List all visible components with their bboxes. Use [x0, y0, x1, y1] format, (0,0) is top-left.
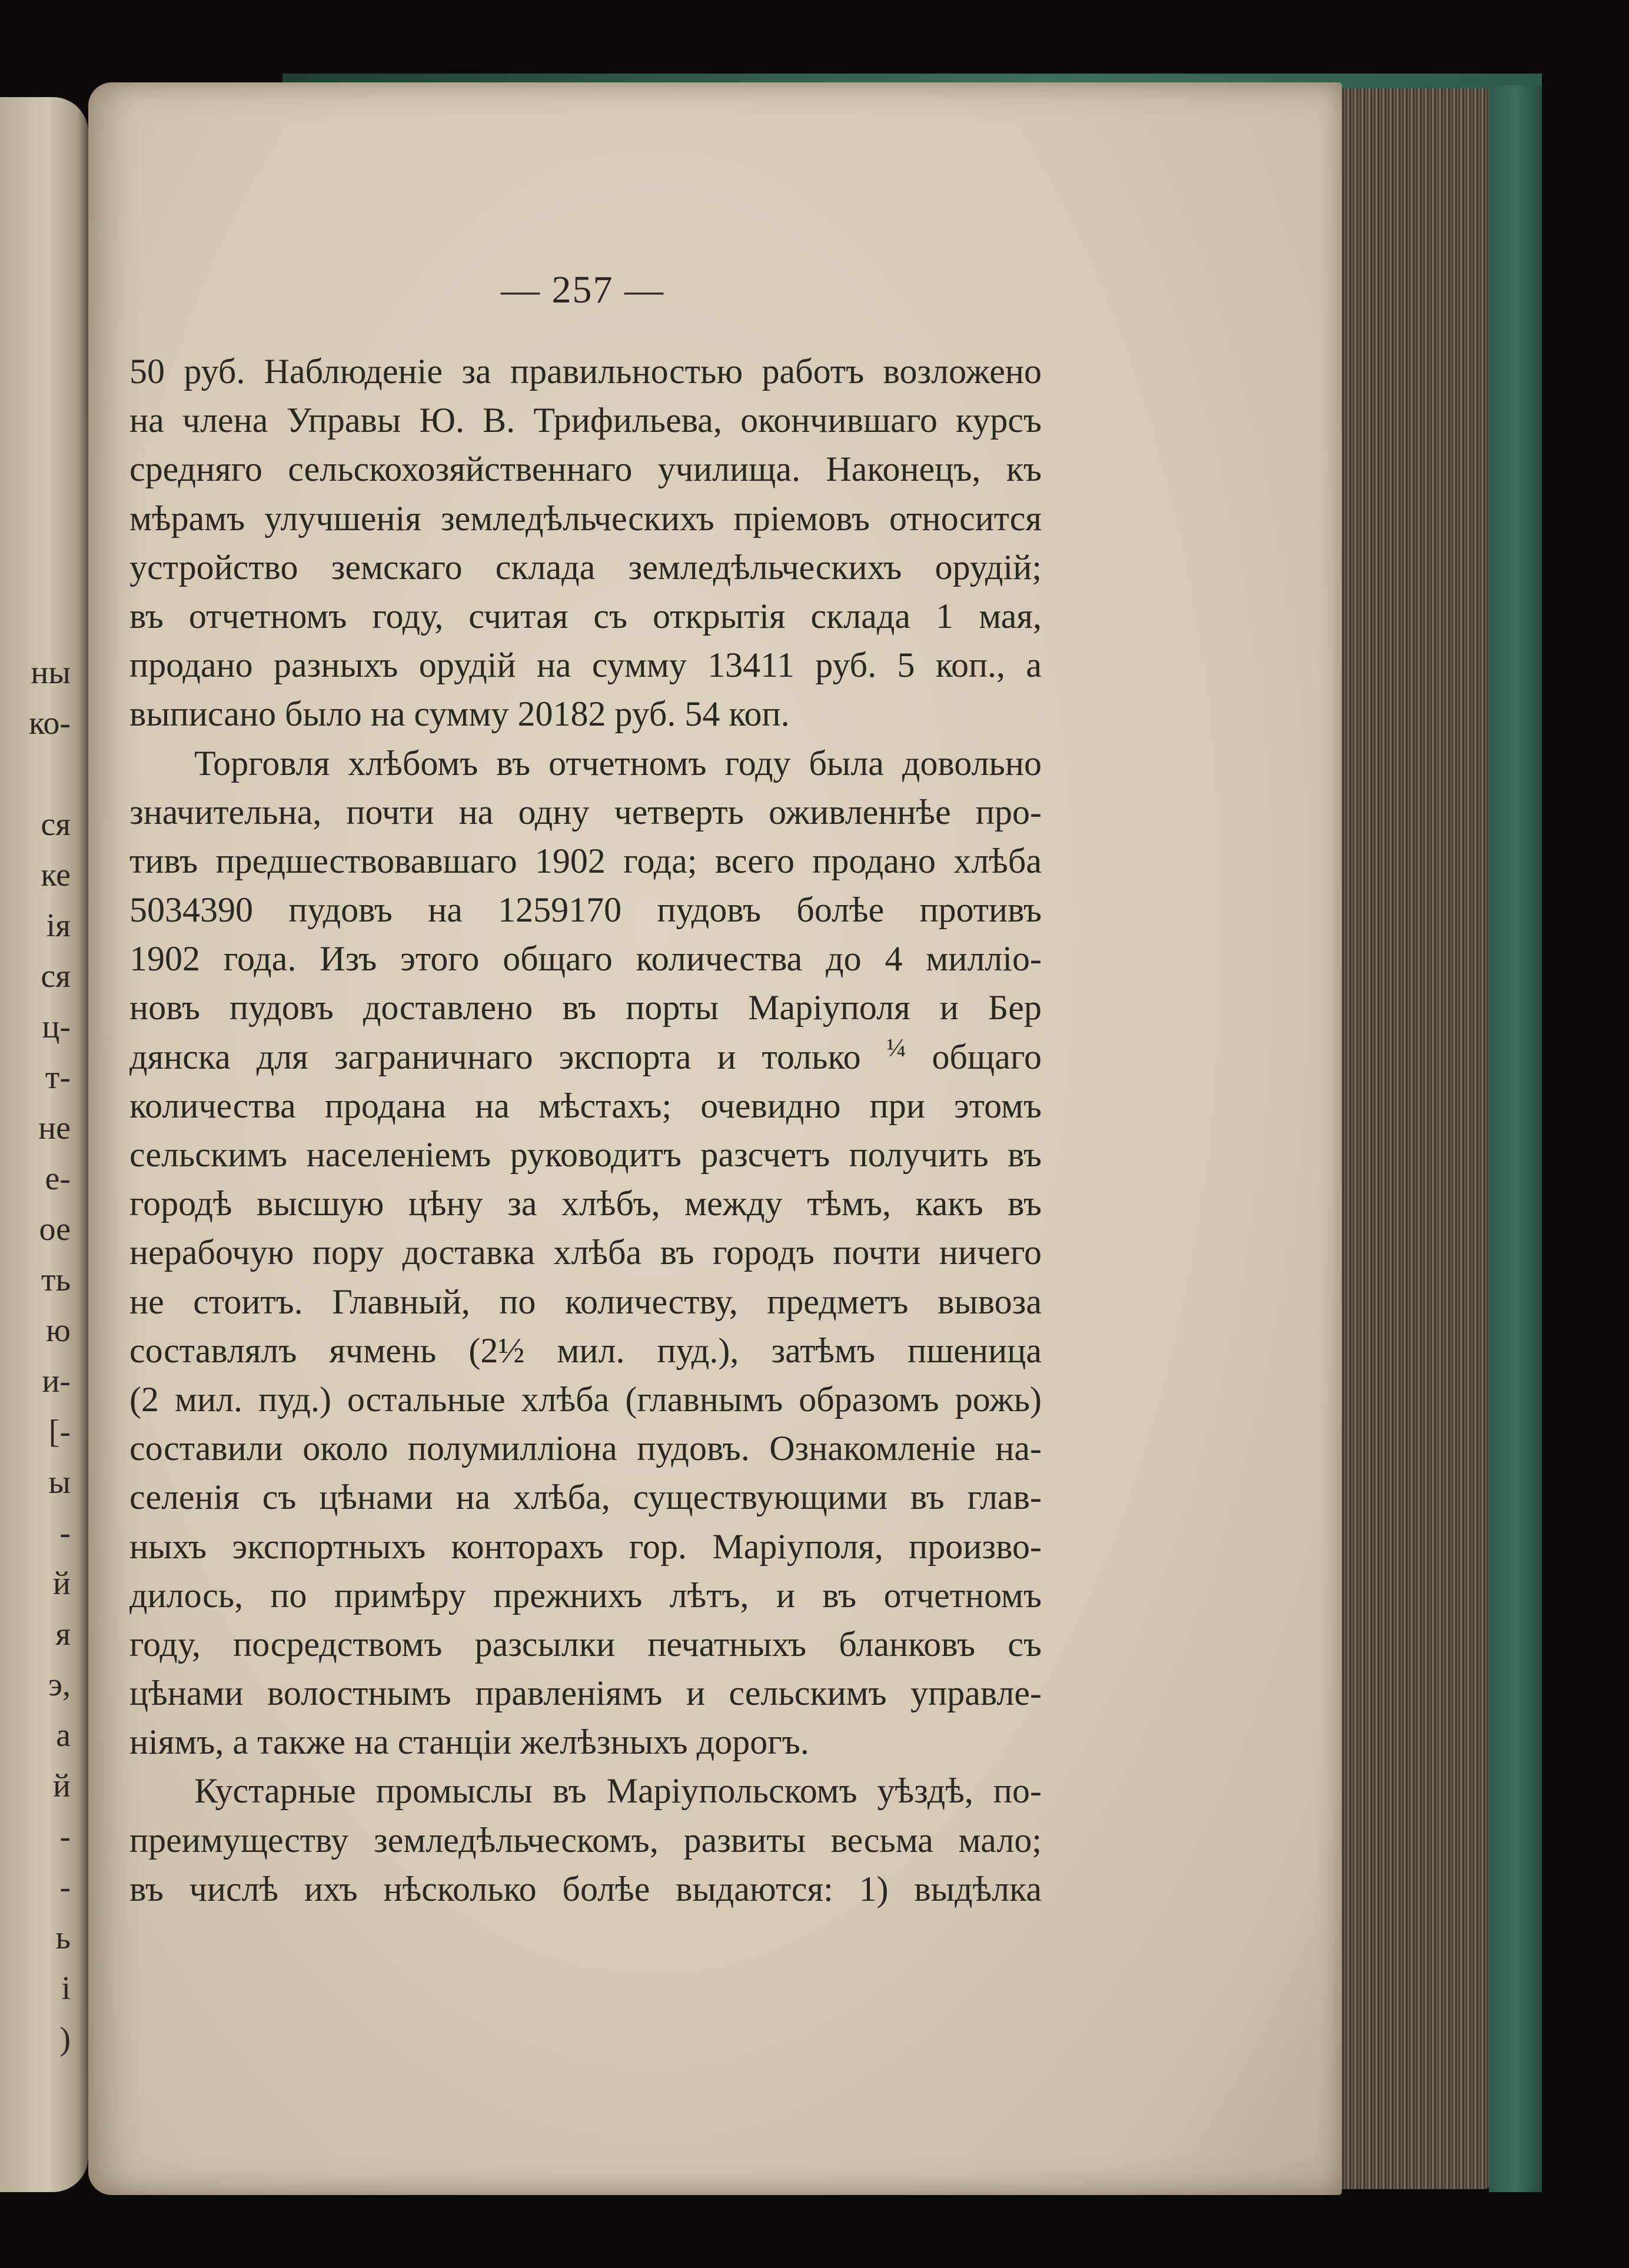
text-line: количества продана на мѣстахъ; очевидно при этомъ: [129, 1086, 1042, 1125]
text-line: тивъ предшествовавшаго 1902 года; всего продано хлѣба: [129, 841, 1042, 880]
text-line: мѣрамъ улучшенія земледѣльческихъ пріемовъ относится: [129, 498, 1042, 538]
fraction-value: 2½: [480, 1331, 525, 1370]
text-line: средняго сельскохозяйственнаго училища. Наконецъ, къ: [129, 450, 1042, 489]
left-page-fragment: не: [38, 1110, 71, 1146]
fraction-quarter: ¼: [886, 1033, 906, 1062]
text-line: 50 руб. Наблюденіе за правильностью работъ возложено: [129, 352, 1042, 391]
text-line: 5034390 пудовъ на 1259170 пудовъ болѣе противъ: [129, 890, 1042, 930]
book-cover: [1489, 85, 1542, 2192]
left-page-edge: [0, 97, 88, 2192]
text-line: устройство земскаго склада земледѣльческихъ орудій;: [129, 547, 1042, 587]
left-page-fragment: ю: [46, 1312, 71, 1349]
left-page-fragment: [-: [48, 1414, 71, 1450]
text-line: селенія съ цѣнами на хлѣба, существующими въ глав-: [129, 1478, 1042, 1517]
left-page-fragment: ть: [41, 1262, 71, 1298]
text-line: Кустарные промыслы въ Маріупольскомъ уѣздѣ, по-: [194, 1771, 1042, 1811]
left-page-fragment: -: [59, 1869, 71, 1905]
left-page-fragment: й: [53, 1565, 71, 1602]
left-page-fragment: ія: [46, 907, 71, 944]
page-edges: [1336, 88, 1495, 2189]
left-page-fragment: ь: [55, 1920, 71, 1956]
left-page-fragment: -: [59, 1515, 71, 1551]
left-page-fragment: ко-: [28, 705, 71, 741]
text-line: городѣ высшую цѣну за хлѣбъ, между тѣмъ, какъ въ: [129, 1184, 1042, 1223]
text-line: нерабочую пору доставка хлѣба въ городъ почти ничего: [129, 1233, 1042, 1272]
left-page-fragment: [0, 749, 71, 799]
text-line: сельскимъ населеніемъ руководитъ разсчетъ получить въ: [129, 1135, 1042, 1174]
left-page-fragment: ц-: [42, 1009, 71, 1045]
left-page-fragment: й: [53, 1768, 71, 1804]
text-line: ныхъ экспортныхъ конторахъ гор. Маріуполя, произво-: [129, 1527, 1042, 1566]
left-page-fragment: т-: [45, 1059, 71, 1096]
left-page-fragment: е-: [45, 1160, 71, 1197]
text-line: новъ пудовъ доставлено въ порты Маріуполя и Бер: [129, 988, 1042, 1027]
text-line: продано разныхъ орудій на сумму 13411 руб. 5 коп., а: [129, 646, 1042, 685]
text-line: составили около полумилліона пудовъ. Ознакомленіе на-: [129, 1429, 1042, 1468]
text-line: значительна, почти на одну четверть оживленнѣе про-: [129, 792, 1042, 832]
text-line: Торговля хлѣбомъ въ отчетномъ году была довольно: [194, 743, 1042, 783]
text-line: году, посредствомъ разсылки печатныхъ бланковъ съ: [129, 1624, 1042, 1664]
left-page-fragment: ся: [41, 806, 71, 843]
left-page-fragment: а: [56, 1717, 71, 1754]
text-line: преимуществу земледѣльческомъ, развиты весьма мало;: [129, 1820, 1042, 1860]
text-line: не стоитъ. Главный, по количеству, предметъ вывоза: [129, 1282, 1042, 1321]
text-line-with-fraction: дянска для заграничнаго экспорта и только $^{\frac{1}{4}}$ общаго: [129, 1033, 1042, 1076]
left-page-fragment: ое: [39, 1211, 71, 1248]
left-page-fragment: э,: [48, 1667, 71, 1703]
page-number: — 257 —: [501, 268, 664, 311]
text-line: цѣнами волостнымъ правленіямъ и сельскимъ управле-: [129, 1674, 1042, 1713]
left-page-fragment: -: [59, 1818, 71, 1855]
left-page-fragment: ы: [48, 1464, 71, 1501]
page-body: [129, 347, 1042, 1914]
text-line: на члена Управы Ю. В. Трифильева, окончившаго курсъ: [129, 401, 1042, 440]
text-line: ніямъ, а также на станціи желѣзныхъ дорогъ.: [129, 1722, 809, 1762]
left-page-fragment: ): [59, 2021, 71, 2057]
text-line: дилось, по примѣру прежнихъ лѣтъ, и въ отчетномъ: [129, 1575, 1042, 1615]
text-line-with-fraction: составлялъ ячмень (2½ мил. пуд.), затѣмъ пшеница: [129, 1331, 1042, 1370]
left-page-fragment: и-: [42, 1363, 71, 1399]
text-line: выписано было на сумму 20182 руб. 54 коп.: [129, 694, 790, 734]
text-line: въ числѣ ихъ нѣсколько болѣе выдаются: 1) выдѣлка: [129, 1869, 1042, 1908]
left-page-fragment: і: [61, 1970, 71, 2007]
left-page-fragment: ся: [41, 958, 71, 995]
text-line: въ отчетномъ году, считая съ открытія склада 1 мая,: [129, 596, 1042, 636]
text-line: 1902 года. Изъ этого общаго количества до 4 милліо-: [129, 939, 1042, 979]
left-page-text-fragments: [0, 647, 71, 2064]
left-page-fragment: я: [55, 1616, 71, 1652]
left-page-fragment: ке: [41, 857, 71, 893]
left-page-fragment: ны: [31, 654, 71, 691]
text-line: (2 мил. пуд.) остальные хлѣба (главнымъ образомъ рожь): [129, 1379, 1042, 1419]
